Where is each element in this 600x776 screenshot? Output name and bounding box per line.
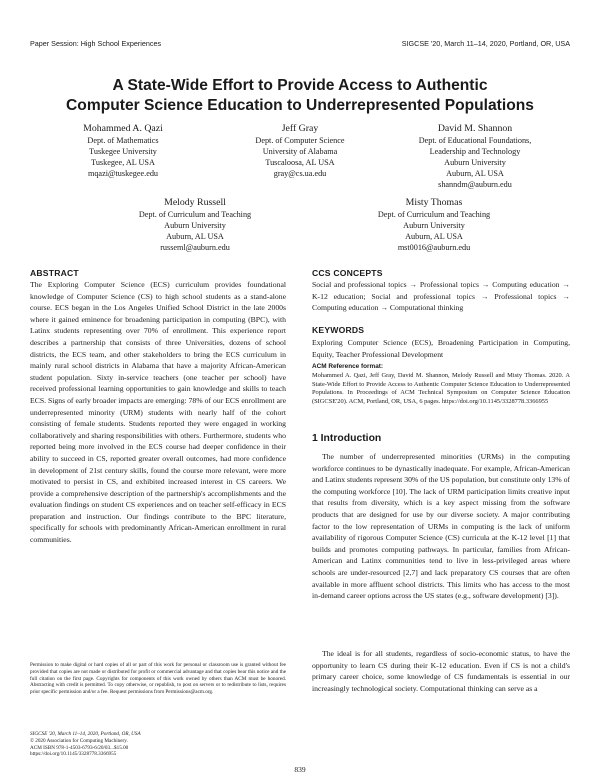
author-affiliation: Tuskegee University	[89, 147, 157, 156]
author-affiliation: Tuscaloosa, AL USA	[265, 158, 335, 167]
author-affiliation: Auburn, AL USA	[166, 232, 224, 241]
author-affiliation: Auburn University	[164, 221, 226, 230]
title-line-1: A State-Wide Effort to Provide Access to Authentic	[112, 77, 488, 94]
copyright-line: © 2020 Association for Computing Machinery.	[30, 737, 128, 744]
author-email: russeml@auburn.edu	[160, 243, 230, 252]
author-affiliation: University of Alabama	[262, 147, 338, 156]
permission-notice: Permission to make digital or hard copies of all or part of this work for personal or classroom use is granted without fee provided that copies are not made or distributed for profit or commercial advantage and that copies bear this notice and the full citation on the first page. Copyrights for components of this work owned by others than ACM must be honored. Abstracting with credit is permitted. To copy otherwise, or republish, to post on servers or to redistribute to lists, requires prior specific permission and/or a fee. Request permissions from Permissions@acm.org.	[30, 662, 286, 696]
author-name: Melody Russell	[164, 197, 226, 208]
author-name: Jeff Gray	[281, 123, 319, 134]
keywords-heading: KEYWORDS	[312, 325, 365, 335]
author-affiliation: Auburn, AL USA	[446, 169, 504, 178]
author-block-gray	[215, 123, 385, 179]
author-email: gray@cs.ua.edu	[273, 169, 327, 178]
paper-title	[30, 76, 570, 116]
author-affiliation: Dept. of Computer Science	[255, 136, 345, 145]
page-number: 839	[294, 765, 306, 774]
author-affiliation: Auburn, AL USA	[405, 232, 463, 241]
author-affiliation: Auburn University	[403, 221, 465, 230]
author-block-qazi	[38, 123, 208, 179]
conference-info	[30, 731, 286, 758]
author-block-shannon	[385, 123, 565, 190]
ccs-body: Social and professional topics → Professional topics → Computing education → K-12 education; Social and professional topics → Professional topics → Computing education → Computational thinking	[312, 280, 570, 313]
author-name: Misty Thomas	[405, 197, 463, 208]
abstract-body: The Exploring Computer Science (ECS) curriculum provides foundational knowledge of Computer Science (CS) to high school students as a stand-alone course. ECS began in the Los Angeles Unified School District in the late 2000s where it gained eminence for broadening participation in computing (BPC), with Latinx students representing over 70% of enrollment. This experience report describes a partnership that consists of three Universities, dozens of school districts, the ECS team, and other stakeholders to bring the ECS curriculum in mainly rural school districts in Alabama that have a majority African-American student population. Sixty in-service teachers (one teacher per school) have received professional learning opportunities to gain knowledge and skills to teach ECS. Signs of early broader impacts are emerging: 78% of our ECS enrollment are underrepresented minority (URM) students with nearly half of the cohort consisting of female students. Students reported they were engaged in working collaboratively and sharing responsibilities with others. Furthermore, students who reported being more involved in the ECS course had deeper confidence in their ability to succeed in CS, reported greater overall outcomes, had more confidence in development of 21st century skills, found the course more relevant, were more motivated to persist in CS, and exhibited increased interest in CS careers. We provide a comprehensive description of the partnership's accomplishments and the evaluation findings on student CS experiences and on teacher self-efficacy in ECS preparation and instruction. Our findings contribute to the BPC literature, specifically for schools with predominantly African-American enrollment in rural communities.	[30, 280, 286, 545]
doi-line: https://doi.org/10.1145/3328778.3366955	[30, 751, 117, 758]
introduction-heading: 1 Introduction	[312, 433, 382, 444]
running-header-right: SIGCSE '20, March 11–14, 2020, Portland, OR, USA	[401, 39, 570, 48]
author-email: mqazi@tuskegee.edu	[87, 169, 159, 178]
author-affiliation: Auburn University	[444, 158, 506, 167]
conference-line: SIGCSE '20, March 11–14, 2020, Portland, OR, USA	[30, 731, 141, 737]
author-affiliation: Tuskegee, AL USA	[91, 158, 155, 167]
author-affiliation: Dept. of Curriculum and Teaching	[377, 210, 491, 219]
author-block-russell	[95, 197, 295, 253]
reference-format-heading: ACM Reference format:	[312, 363, 384, 370]
author-name: Mohammed A. Qazi	[83, 123, 163, 134]
author-email: mst0016@auburn.edu	[397, 243, 471, 252]
ccs-heading: CCS CONCEPTS	[312, 268, 383, 278]
running-header-left: Paper Session: High School Experiences	[30, 39, 162, 48]
title-line-2: Computer Science Education to Underrepresented Populations	[66, 97, 534, 114]
author-affiliation: Leadership and Technology	[429, 147, 521, 156]
abstract-heading: ABSTRACT	[30, 268, 79, 278]
author-affiliation: Dept. of Educational Foundations,	[418, 136, 532, 145]
author-block-thomas	[334, 197, 534, 253]
introduction-paragraph-1: The number of underrepresented minorities (URMs) in the computing workforce continues to be dynastically inadequate. For example, African-American and Latinx students represent 30% of the US population, but constitute only 13% of the computing workforce [10]. The lack of URM participation limits creative input that results from diversity, which is a key aspect missing from the software products that are designed for use by our diverse society. A major contributing factor to the low representation of URMs in computing is the lack of uniform availability of rigorous Computer Science (CS) curricula at the K-12 level [1] that builds and promotes computing pathways. In particular, families from African-American and Latinx communities tend to live in less-privileged areas where schools are under-resourced [2,7] and lack preparatory CS courses that are often available in more affluent school districts. This limits who has access to the most in-demand career options across the US states (e.g., software development) [3]).	[312, 452, 570, 601]
author-affiliation: Dept. of Curriculum and Teaching	[138, 210, 252, 219]
keywords-body: Exploring Computer Science (ECS), Broadening Participation in Computing, Equity, Teacher Professional Development	[312, 338, 570, 359]
author-name: David M. Shannon	[437, 123, 513, 134]
author-email: shanndm@auburn.edu	[438, 180, 512, 189]
isbn-line: ACM ISBN 978-1-4503-6793-6/20/03...$15.00	[30, 744, 129, 751]
reference-format-body: Mohammed A. Qazi, Jeff Gray, David M. Shannon, Melody Russell and Misty Thomas. 2020. A State-Wide Effort to Provide Access to Authentic Computer Science Education to Underrepresented Populations. In Proceedings of ACM Technical Symposium on Computer Science Education (SIGCSE'20). ACM, Portland, OR, USA, 6 pages. https://doi.org/10.1145/3328778.3366955	[312, 372, 570, 405]
author-affiliation: Dept. of Mathematics	[87, 136, 159, 145]
introduction-paragraph-2: The ideal is for all students, regardless of socio-economic status, to have the opportunity to learn CS during their K-12 education. Even if CS is not a child's primary career choice, some knowledge of CS fundamentals is essential in our increasingly technological society. Computational thinking can serve as a	[312, 649, 570, 693]
